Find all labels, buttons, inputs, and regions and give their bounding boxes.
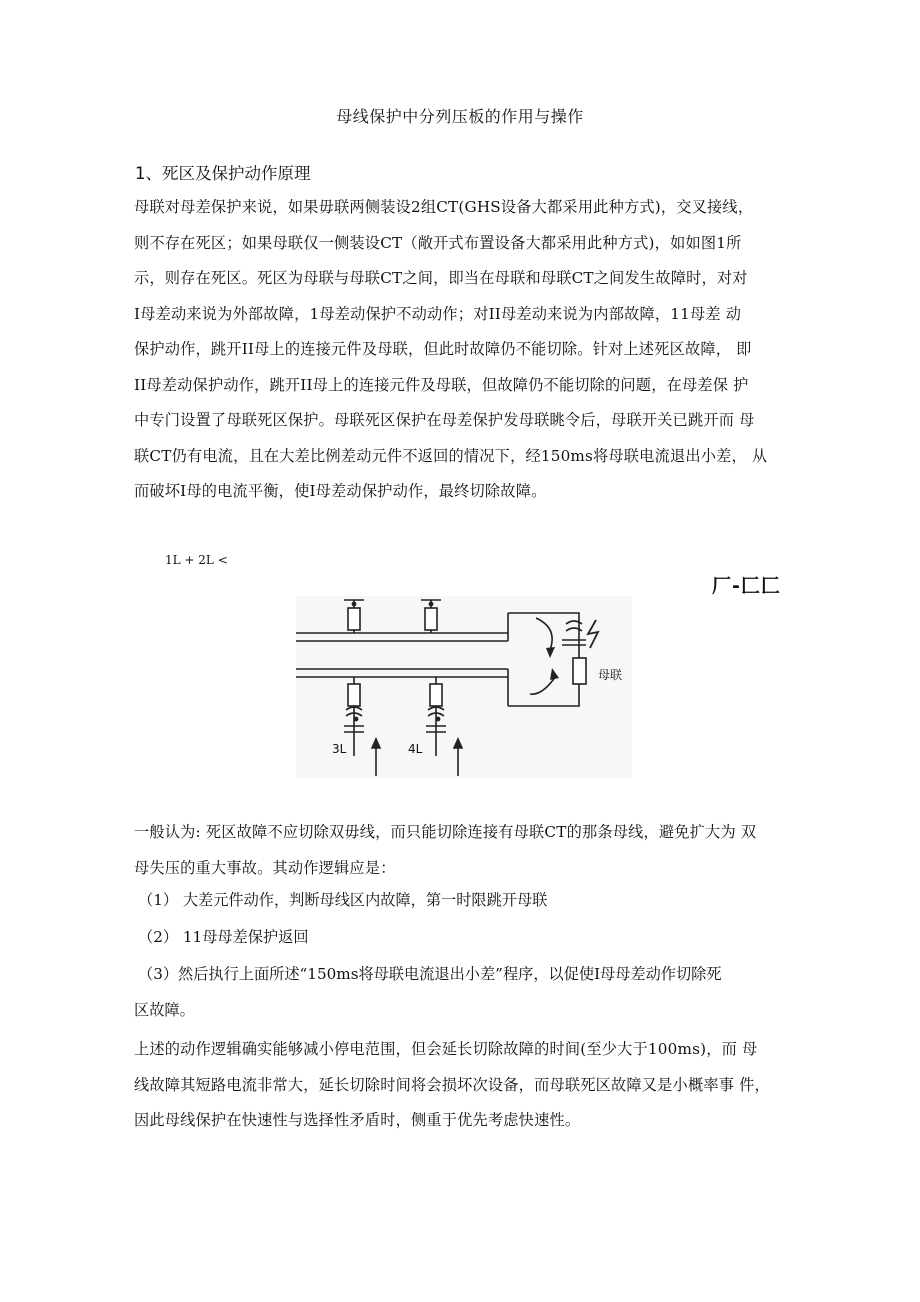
- text-line: 上述的动作逻辑确实能够减小停电范围，但会延长切除故障的时间(至少大于100ms)，而 母: [134, 1040, 758, 1058]
- text-line: 则不存在死区；如果母联仅一侧装设CT（敞开式布置设备大都采用此种方式)，如如图1所: [134, 233, 742, 252]
- paragraph-dead-zone: [134, 190, 776, 510]
- text-line: 联CT仍有电流，且在大差比例差动元件不返回的情况下，经150ms将母联电流退出小差， 从: [134, 446, 768, 465]
- figure-top-label: 1L + 2L <: [165, 553, 228, 567]
- list-item: （1） 大差元件动作，判断母线区内故障，第一时限跳开母联: [138, 891, 548, 909]
- figure-corner-glyph: 厂-匚匚: [712, 575, 781, 597]
- paragraph-conclusion: [134, 1032, 776, 1139]
- text-line: 母失压的重大事故。其动作逻辑应是：: [134, 858, 396, 877]
- text-line: 线故障其短路电流非常大，延长切除时间将会损坏次设备，而母联死区故障又是小概率事 件，: [134, 1075, 770, 1094]
- list-item: （3）然后执行上面所述“150ms将母联电流退出小差”程序，以促使I母母差动作切除死: [138, 965, 722, 983]
- feeder-label-3l: 3L: [332, 742, 347, 756]
- bus-coupler-label: 母联: [598, 668, 623, 682]
- list-item: （2） 11母母差保护返回: [138, 928, 309, 946]
- text-line: 中专门设置了母联死区保护。母联死区保护在母差保护发母联眺令后，母联开关已跳开而 母: [134, 411, 755, 429]
- text-line: 母联对母差保护来说，如果毋联两侧装设2组CT(GHS设备大都采用此种方式)，交叉接线，: [134, 198, 754, 216]
- text-line: 一般认为: 死区故障不应切除双毋线，而只能切除连接有母联CT的那条母线，避免扩大为 双: [134, 823, 757, 841]
- paragraph-general-view: [134, 815, 776, 886]
- text-line: I母差动来说为外部故障，1母差动保护不动动作；对II母差动来说为内部故障，11母差 动: [134, 304, 742, 323]
- text-line: II母差动保护动作，跳开II母上的连接元件及母联，但故障仍不能切除的问题，在母差保 护: [134, 375, 749, 394]
- text-line: 保护动作，跳开II母上的连接元件及母联，但此时故障仍不能切除。针对上述死区故障， 即: [134, 340, 752, 358]
- feeder-breaker-3: [348, 684, 360, 706]
- feeder-breaker-1: [348, 608, 360, 630]
- feeder-label-4l: 4L: [408, 742, 423, 756]
- page-title: 母线保护中分列压板的作用与操作: [336, 107, 584, 126]
- list-item-continuation: 区故障。: [134, 1001, 195, 1019]
- feeder-breaker-4: [430, 684, 442, 706]
- text-line: 示，则存在死区。死区为母联与母联CT之间，即当在母联和母联CT之间发生故障时，对对: [134, 269, 748, 287]
- coupler-breaker: [573, 658, 586, 684]
- bus-coupler-diagram: [296, 596, 632, 778]
- text-line: 因此母线保护在快速性与选择性矛盾时，侧重于优先考虑快速性。: [134, 1111, 581, 1129]
- section-heading: 1、死区及保护动作原理: [135, 164, 311, 183]
- feeder-breaker-2: [425, 608, 437, 630]
- text-line: 而破坏I母的电流平衡，使I母差动保护动作，最终切除故障。: [134, 482, 547, 500]
